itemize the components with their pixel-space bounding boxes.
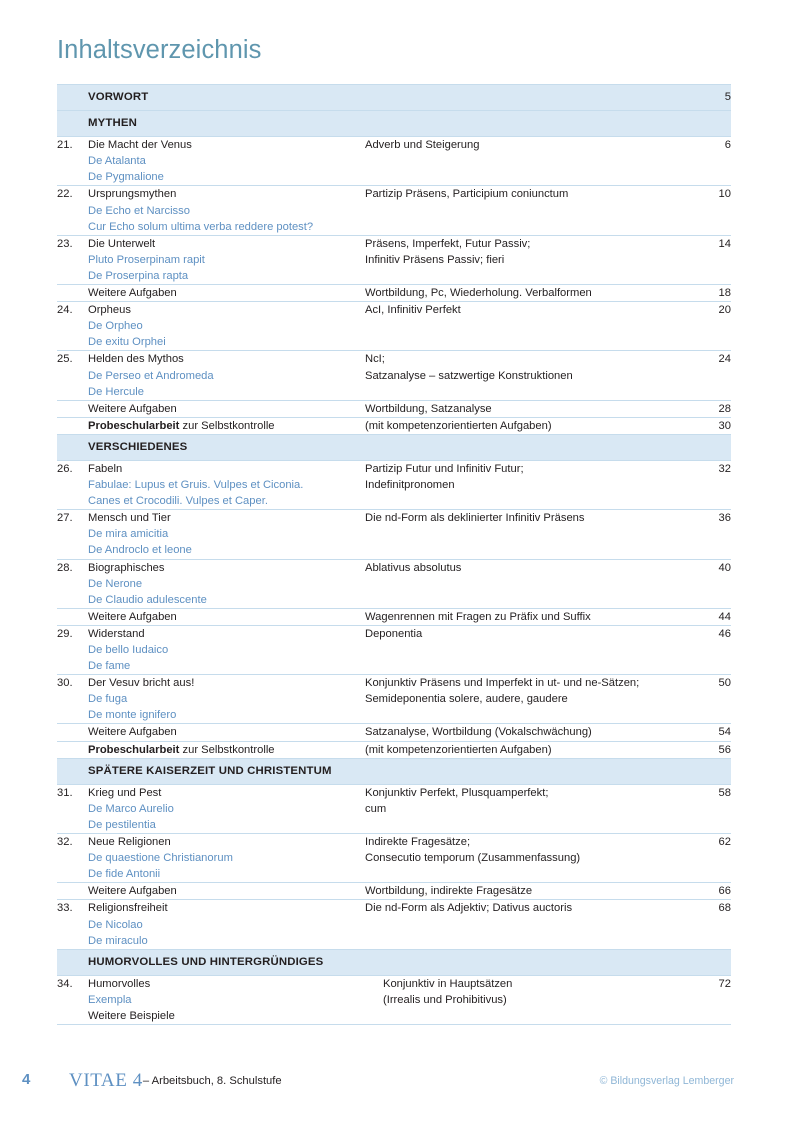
grammar-line: (mit kompetenzorientierten Aufgaben) <box>365 419 552 432</box>
entry-number <box>57 608 88 625</box>
entry-subtitle: De Hercule <box>88 385 144 398</box>
entry-number <box>57 111 88 137</box>
entry-title <box>88 137 365 186</box>
entry-title-text: Die Macht der Venus <box>88 139 192 152</box>
toc-subrow <box>57 724 731 741</box>
section-label <box>88 758 365 784</box>
entry-title-text: Orpheus <box>88 304 131 317</box>
entry-subtitle: De quaestione Christianorum <box>88 852 233 865</box>
toc-entry-row <box>57 975 731 1024</box>
entry-title-text: Weitere Aufgaben <box>88 610 177 623</box>
grammar-line: Wortbildung, Pc, Wiederholung. Verbalformen <box>365 287 592 300</box>
entry-subtitle: De fuga <box>88 693 128 706</box>
entry-title <box>88 400 365 417</box>
entry-title-text: Biographisches <box>88 561 165 574</box>
entry-grammar <box>365 111 679 137</box>
toc-subrow <box>57 741 731 758</box>
entry-subtitle: Cur Echo solum ultima verba reddere potest? <box>88 220 314 233</box>
entry-page-number: 66 <box>679 883 731 900</box>
entry-subtitle: Canes et Crocodili. Vulpes et Caper. <box>88 495 268 508</box>
entry-grammar <box>365 351 679 400</box>
entry-title <box>88 900 365 949</box>
entry-grammar <box>365 559 679 608</box>
entry-page-number: 72 <box>679 975 731 1024</box>
section-label-text: VORWORT <box>88 91 149 103</box>
section-label-text: HUMORVOLLES UND HINTERGRÜNDIGES <box>88 955 324 968</box>
entry-title-bold: Probeschularbeit <box>88 743 180 756</box>
entry-page-number: 56 <box>679 741 731 758</box>
page-title: Inhaltsverzeichnis <box>57 36 262 64</box>
entry-title-text: Mensch und Tier <box>88 512 171 525</box>
entry-grammar <box>365 724 679 741</box>
entry-subtitle: De miraculo <box>88 934 148 947</box>
grammar-line: Konjunktiv in Hauptsätzen <box>383 977 513 990</box>
entry-title-text: Humorvolles <box>88 977 151 990</box>
entry-title <box>88 460 365 509</box>
entry-title-bold: Probeschularbeit <box>88 419 180 432</box>
grammar-line: Wortbildung, indirekte Fragesätze <box>365 885 533 898</box>
grammar-line: Konjunktiv Präsens und Imperfekt in ut- und ne-Sätzen; <box>365 677 640 690</box>
grammar-line: Semideponentia solere, audere, gaudere <box>365 693 568 706</box>
entry-title <box>88 186 365 235</box>
grammar-line: Die nd-Form als Adjektiv; Dativus auctoris <box>365 902 573 915</box>
grammar-line: AcI, Infinitiv Perfekt <box>365 304 461 317</box>
entry-title <box>88 724 365 741</box>
grammar-line: Ablativus absolutus <box>365 561 462 574</box>
entry-number <box>57 400 88 417</box>
section-label-text: SPÄTERE KAISERZEIT UND CHRISTENTUM <box>88 764 332 777</box>
entry-subtitle: De bello Iudaico <box>88 644 169 656</box>
entry-grammar <box>365 302 679 351</box>
grammar-line: Consecutio temporum (Zusammenfassung) <box>365 852 581 865</box>
grammar-line: Indirekte Fragesätze; <box>365 836 471 849</box>
entry-title <box>88 302 365 351</box>
entry-title-text: Ursprungsmythen <box>88 188 177 201</box>
toc-entry-row <box>57 351 731 400</box>
entry-subtitle: De Marco Aurelio <box>88 802 174 815</box>
entry-title <box>88 834 365 883</box>
footer-page-number: 4 <box>22 1071 31 1088</box>
footer-book-title: VITAE 4 <box>69 1070 143 1091</box>
entry-title-text: Fabeln <box>88 462 123 475</box>
toc-entry-row <box>57 186 731 235</box>
entry-title <box>88 625 365 674</box>
entry-subtitle: De Androclo et leone <box>88 544 192 557</box>
entry-grammar <box>365 625 679 674</box>
entry-grammar <box>365 883 679 900</box>
entry-number: 33. <box>57 900 88 949</box>
entry-page-number: 14 <box>679 235 731 284</box>
toc-section-row <box>57 758 731 784</box>
entry-number: 22. <box>57 186 88 235</box>
entry-subtitle: De Echo et Narcisso <box>88 204 190 217</box>
entry-page-number: 5 <box>679 85 731 111</box>
entry-subtitle: Exempla <box>88 993 132 1006</box>
entry-subtitle: De pestilentia <box>88 818 156 831</box>
toc-entry-row <box>57 510 731 559</box>
entry-title-text: Weitere Aufgaben <box>88 885 177 898</box>
grammar-line: Adverb und Steigerung <box>365 139 480 152</box>
entry-number <box>57 85 88 111</box>
entry-number: 34. <box>57 975 88 1024</box>
entry-page-number: 54 <box>679 724 731 741</box>
toc-section-row <box>57 85 731 111</box>
toc-entry-row <box>57 460 731 509</box>
entry-title <box>88 285 365 302</box>
entry-number <box>57 883 88 900</box>
entry-page-number: 50 <box>679 675 731 724</box>
entry-number: 31. <box>57 784 88 833</box>
entry-title-text: Weitere Aufgaben <box>88 402 177 415</box>
entry-page-number: 58 <box>679 784 731 833</box>
entry-title <box>88 675 365 724</box>
entry-page-number <box>679 949 731 975</box>
entry-grammar <box>365 235 679 284</box>
entry-title <box>88 235 365 284</box>
entry-number <box>57 758 88 784</box>
section-label <box>88 85 365 111</box>
entry-title <box>88 510 365 559</box>
section-label <box>88 111 365 137</box>
entry-grammar <box>365 675 679 724</box>
entry-page-number: 24 <box>679 351 731 400</box>
grammar-line: Satzanalyse, Wortbildung (Vokalschwächung) <box>365 726 592 739</box>
entry-subtitle: De exitu Orphei <box>88 336 166 349</box>
entry-grammar <box>365 417 679 434</box>
entry-number: 29. <box>57 625 88 674</box>
entry-title-text: Widerstand <box>88 627 145 640</box>
entry-subtitle: De Atalanta <box>88 155 146 168</box>
entry-number <box>57 741 88 758</box>
entry-title-rest: zur Selbstkontrolle <box>179 743 275 756</box>
entry-grammar <box>365 784 679 833</box>
entry-grammar <box>365 900 679 949</box>
toc-entry-row <box>57 235 731 284</box>
entry-number: 27. <box>57 510 88 559</box>
grammar-line: Konjunktiv Perfekt, Plusquamperfekt; <box>365 786 549 799</box>
entry-number <box>57 724 88 741</box>
toc-subrow <box>57 608 731 625</box>
entry-subtitle: De Perseo et Andromeda <box>88 369 214 382</box>
entry-page-number: 40 <box>679 559 731 608</box>
entry-title-text: Die Unterwelt <box>88 237 156 250</box>
footer-copyright: © Bildungsverlag Lemberger <box>599 1075 734 1087</box>
entry-page-number <box>679 758 731 784</box>
table-of-contents <box>57 84 731 1025</box>
entry-number: 28. <box>57 559 88 608</box>
entry-number: 25. <box>57 351 88 400</box>
entry-number <box>57 417 88 434</box>
toc-entry-row <box>57 900 731 949</box>
entry-page-number: 20 <box>679 302 731 351</box>
entry-grammar <box>365 186 679 235</box>
toc-section-row <box>57 111 731 137</box>
entry-page-number: 44 <box>679 608 731 625</box>
grammar-line: Indefinitpronomen <box>365 479 455 492</box>
entry-subtitle: De Nerone <box>88 577 143 590</box>
entry-grammar <box>365 758 679 784</box>
grammar-line: Infinitiv Präsens Passiv; fieri <box>365 253 505 266</box>
grammar-line: Partizip Futur und Infinitiv Futur; <box>365 462 524 475</box>
toc-subrow <box>57 883 731 900</box>
entry-title-text: Neue Religionen <box>88 836 171 849</box>
entry-page-number: 68 <box>679 900 731 949</box>
entry-page-number: 6 <box>679 137 731 186</box>
toc-entry-row <box>57 625 731 674</box>
section-label <box>88 949 365 975</box>
grammar-line: Präsens, Imperfekt, Futur Passiv; <box>365 237 531 250</box>
entry-title-text: Helden des Mythos <box>88 353 184 366</box>
entry-title-rest: zur Selbstkontrolle <box>179 419 275 432</box>
entry-subtitle: De mira amicitia <box>88 528 169 541</box>
toc-entry-row <box>57 559 731 608</box>
entry-subtitle: Pluto Proserpinam rapit <box>88 253 205 266</box>
section-label <box>88 434 365 460</box>
toc-entry-row <box>57 675 731 724</box>
entry-page-number: 10 <box>679 186 731 235</box>
toc-entry-row <box>57 302 731 351</box>
entry-title <box>88 559 365 608</box>
section-label-text: VERSCHIEDENES <box>88 440 188 453</box>
toc-body <box>57 85 731 1025</box>
grammar-line: Deponentia <box>365 627 423 640</box>
entry-number: 30. <box>57 675 88 724</box>
entry-title <box>88 883 365 900</box>
toc-entry-row <box>57 137 731 186</box>
entry-page-number: 62 <box>679 834 731 883</box>
entry-number <box>57 285 88 302</box>
entry-page-number: 32 <box>679 460 731 509</box>
entry-page-number: 46 <box>679 625 731 674</box>
entry-page-number: 28 <box>679 400 731 417</box>
toc-section-row <box>57 434 731 460</box>
entry-title-text: Krieg und Pest <box>88 786 162 799</box>
toc-entry-row <box>57 834 731 883</box>
entry-title <box>88 975 365 1024</box>
toc-subrow <box>57 417 731 434</box>
entry-grammar <box>365 975 679 1024</box>
grammar-line: NcI; <box>365 353 385 366</box>
entry-title <box>88 784 365 833</box>
grammar-line: Satzanalyse – satzwertige Konstruktionen <box>365 369 573 382</box>
entry-subtitle: De fide Antonii <box>88 868 161 881</box>
entry-grammar <box>365 434 679 460</box>
grammar-line: Die nd-Form als deklinierter Infinitiv Präsens <box>365 512 585 525</box>
entry-title <box>88 608 365 625</box>
entry-grammar <box>365 510 679 559</box>
entry-subtitle: De Nicolao <box>88 918 143 931</box>
grammar-line: cum <box>365 802 387 815</box>
entry-subtitle: De monte ignifero <box>88 709 177 722</box>
section-label-text: MYTHEN <box>88 117 137 130</box>
entry-subtitle: De fame <box>88 660 131 673</box>
entry-grammar <box>365 834 679 883</box>
entry-subtitle: Fabulae: Lupus et Gruis. Vulpes et Ciconia. <box>88 479 304 492</box>
entry-page-number: 18 <box>679 285 731 302</box>
entry-number: 32. <box>57 834 88 883</box>
grammar-line: Wortbildung, Satzanalyse <box>365 402 492 415</box>
entry-number: 23. <box>57 235 88 284</box>
entry-title <box>88 741 365 758</box>
entry-grammar <box>365 400 679 417</box>
toc-section-row <box>57 949 731 975</box>
grammar-line: Wagenrennen mit Fragen zu Präfix und Suffix <box>365 610 591 623</box>
entry-grammar <box>365 460 679 509</box>
entry-title-text: Weitere Aufgaben <box>88 726 177 739</box>
entry-number: 24. <box>57 302 88 351</box>
entry-number <box>57 434 88 460</box>
toc-subrow <box>57 400 731 417</box>
entry-title-text: Der Vesuv bricht aus! <box>88 677 195 690</box>
entry-number: 21. <box>57 137 88 186</box>
entry-number <box>57 949 88 975</box>
page-footer <box>0 1070 800 1110</box>
entry-grammar <box>365 285 679 302</box>
entry-title <box>88 351 365 400</box>
entry-grammar <box>365 608 679 625</box>
entry-subtitle: De Pygmalione <box>88 171 164 184</box>
entry-extra-line: Weitere Beispiele <box>88 1009 175 1022</box>
entry-grammar <box>365 137 679 186</box>
footer-book-info <box>69 1070 282 1092</box>
entry-grammar <box>365 949 679 975</box>
grammar-line: (mit kompetenzorientierten Aufgaben) <box>365 743 552 756</box>
entry-title-text: Weitere Aufgaben <box>88 287 177 300</box>
entry-subtitle: De Orpheo <box>88 320 143 333</box>
entry-title-text: Religionsfreiheit <box>88 902 168 915</box>
entry-grammar <box>365 85 679 111</box>
entry-subtitle: De Proserpina rapta <box>88 269 189 282</box>
entry-page-number: 36 <box>679 510 731 559</box>
grammar-line: (Irrealis und Prohibitivus) <box>383 993 507 1006</box>
entry-number: 26. <box>57 460 88 509</box>
entry-page-number <box>679 111 731 137</box>
toc-entry-row <box>57 784 731 833</box>
entry-grammar <box>365 741 679 758</box>
footer-book-subtitle: – Arbeitsbuch, 8. Schulstufe <box>142 1075 282 1087</box>
entry-title <box>88 417 365 434</box>
entry-subtitle: De Claudio adulescente <box>88 593 207 606</box>
grammar-line: Partizip Präsens, Participium coniunctum <box>365 188 569 201</box>
entry-page-number: 30 <box>679 417 731 434</box>
entry-page-number <box>679 434 731 460</box>
toc-subrow <box>57 285 731 302</box>
